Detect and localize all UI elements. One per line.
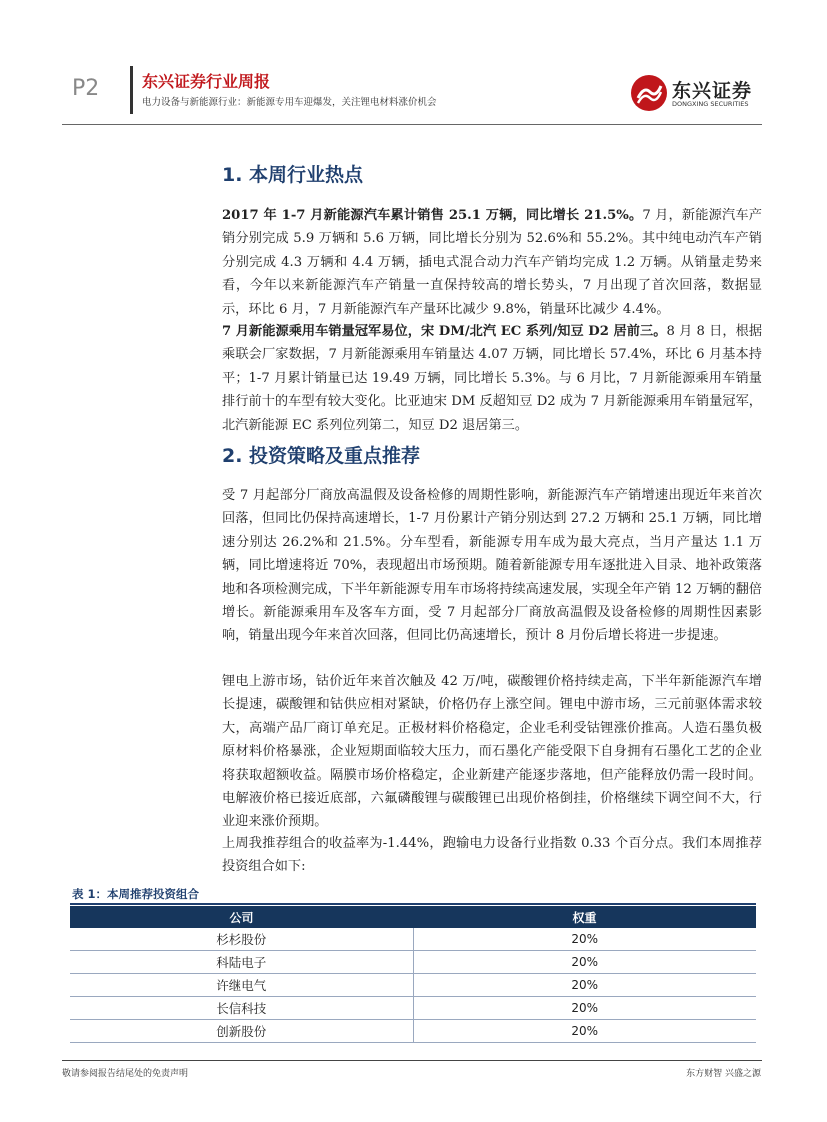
column-header-weight: 权重: [413, 906, 756, 928]
page-header: [0, 0, 827, 130]
portfolio-table: [70, 906, 756, 1043]
section-heading-strategy: 2. 投资策略及重点推荐: [222, 445, 421, 467]
company-logo: [630, 74, 770, 114]
cell-weight: 20%: [413, 951, 756, 974]
report-subtitle: 电力设备与新能源行业：新能源专用车迎爆发，关注锂电材料涨价机会: [142, 97, 437, 108]
paragraph-body: 8 月 8 日，根据乘联会厂家数据，7 月新能源乘用车销量达 4.07 万辆，同比增长 57.4%，环比 6 月基本持平；1-7 月累计销量已达 19.49 万辆，同比增长 5.3%。与 6 月比，7 月新能源乘用车销量排行前十的车型有较大变化。比亚迪宋 DM 反超知豆 D2 成为 7 月新能源乘用车销量冠军，北汽新能源 EC 系列位列第二，知豆 D2 退居第三。: [222, 324, 763, 433]
table-caption: 表 1：本周推荐投资组合: [72, 887, 200, 901]
logo-mark-icon: [630, 74, 668, 112]
cell-company: 创新股份: [70, 1020, 413, 1043]
paragraph-ev-sales: [222, 204, 762, 321]
page-number: P2: [72, 76, 100, 101]
cell-weight: 20%: [413, 1020, 756, 1043]
header-divider: [130, 66, 133, 114]
cell-company: 科陆电子: [70, 951, 413, 974]
paragraph-body: 7 月，新能源汽车产销分别完成 5.9 万辆和 5.6 万辆，同比增长分别为 52.6%和 55.2%。其中纯电动汽车产销分别完成 4.3 万辆和 4.4 万辆，插电式混合动力汽车产销均完成 1.2 万辆。从销量走势来看，今年以来新能源汽车产销量一直保持较高的增长势头，7 月出现了首次回落，数据显示，环比 6 月，7 月新能源汽车产量环比减少 9.8%，销量环比减少 4.4%。: [222, 208, 762, 317]
logo-english-name: DONGXING SECURITIES: [672, 100, 749, 108]
report-title: 东兴证券行业周报: [142, 72, 271, 91]
paragraph-strategy-market: 受 7 月起部分厂商放高温假及设备检修的周期性影响，新能源汽车产销增速出现近年来首次回落，但同比仍保持高速增长，1-7 月份累计产销分别达到 27.2 万辆和 25.1 万辆，同比增速分别达 26.2%和 21.5%。分车型看，新能源专用车成为最大亮点，当月产量达 1.1 万辆，同比增速将近 70%，表现超出市场预期。随着新能源专用车逐批进入目录、地补政策落地和各项检测完成，下半年新能源专用车市场将持续高速发展，实现全年产销 12 万辆的翻倍增长。新能源乘用车及客车方面，受 7 月起部分厂商放高温假及设备检修的周期性因素影响，销量出现今年来首次回落，但同比仍高速增长，预计 8 月份后增长将进一步提速。: [222, 488, 762, 644]
table-row: [70, 928, 756, 951]
cell-weight: 20%: [413, 974, 756, 997]
header-rule: [62, 124, 762, 125]
paragraph-passenger-ev: [222, 320, 762, 437]
cell-company: 长信科技: [70, 997, 413, 1020]
logo-chinese-name: 东兴证券: [672, 80, 753, 102]
table-row: [70, 997, 756, 1020]
column-header-company: 公司: [70, 906, 413, 928]
table-row: [70, 951, 756, 974]
cell-weight: 20%: [413, 928, 756, 951]
paragraph-strategy-lithium: 锂电上游市场，钴价近年来首次触及 42 万/吨，碳酸锂价格持续走高，下半年新能源汽车增长提速，碳酸锂和钴供应相对紧缺，价格仍存上涨空间。锂电中游市场，三元前驱体需求较大，高端产品厂商订单充足。正极材料价格稳定，企业毛利受钴锂涨价推高。人造石墨负极原材料价格暴涨，企业短期面临较大压力，而石墨化产能受限下自身拥有石墨化工艺的企业将获取超额收益。隔膜市场价格稳定，企业新建产能逐步落地，但产能释放仍需一段时间。电解液价格已接近底部，六氟磷酸锂与碳酸锂已出现价格倒挂，价格继续下调空间不大，行业迎来涨价预期。: [222, 674, 762, 830]
paragraph-lead: 2017 年 1-7 月新能源汽车累计销售 25.1 万辆，同比增长 21.5%。: [222, 208, 643, 223]
paragraph-lead: 7 月新能源乘用车销量冠军易位，宋 DM/北汽 EC 系列/知豆 D2 居前三。: [222, 324, 667, 339]
footer-disclaimer: 敬请参阅报告结尾处的免责声明: [62, 1069, 189, 1079]
cell-company: 杉杉股份: [70, 928, 413, 951]
cell-company: 许继电气: [70, 974, 413, 997]
table-row: [70, 1020, 756, 1043]
footer-slogan: 东方财智 兴盛之源: [686, 1069, 761, 1079]
table-top-rule: [70, 903, 756, 905]
table-header-row: [70, 906, 756, 928]
paragraph-portfolio-return: 上周我推荐组合的收益率为-1.44%，跑输电力设备行业指数 0.33 个百分点。我们本周推荐投资组合如下:: [222, 836, 762, 875]
section-heading-hotspots: 1. 本周行业热点: [222, 164, 364, 186]
table-row: [70, 974, 756, 997]
footer-rule: [62, 1060, 762, 1061]
cell-weight: 20%: [413, 997, 756, 1020]
